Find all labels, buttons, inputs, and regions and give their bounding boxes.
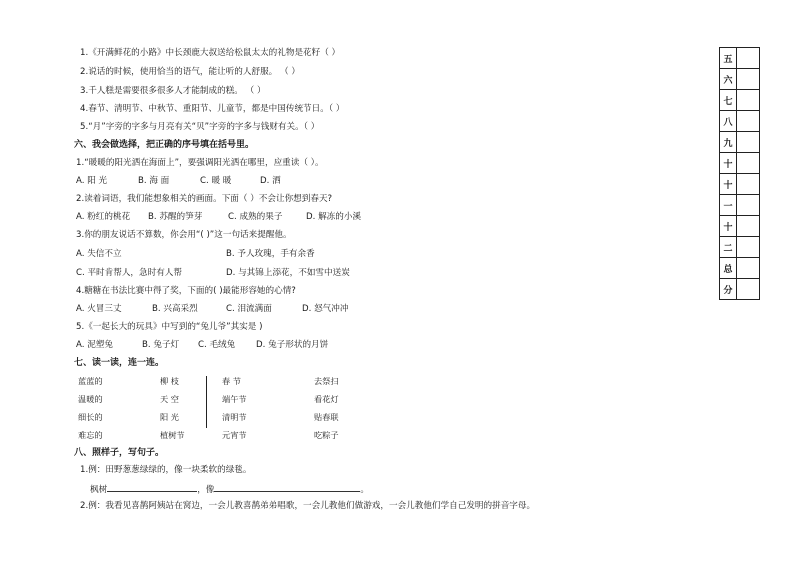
q2-options: [76, 212, 416, 223]
score-label-9: 九: [720, 132, 737, 153]
q1-option-b: B. 海 面: [138, 176, 170, 186]
match-col1-2: 温暖的: [78, 394, 103, 404]
match-col4-4: 吃粽子: [314, 430, 339, 440]
q1-options: [76, 176, 376, 187]
match-col1-1: 蓝蓝的: [78, 376, 103, 386]
q5-option-b: B. 兔子灯: [142, 340, 180, 350]
q3-option-c: C. 平时肯帮人，急时有人帮: [76, 268, 182, 278]
score-cell[interactable]: [737, 111, 760, 132]
match-col3-2: 端午节: [222, 394, 247, 404]
score-cell[interactable]: [737, 153, 760, 174]
tf-item-5: 5.“月”字旁的字多与月亮有关“贝”字旁的字多与钱财有关。（ ）: [80, 122, 320, 132]
score-cell[interactable]: [737, 195, 760, 216]
score-label-total-a: 总: [720, 258, 737, 279]
score-cell[interactable]: [737, 237, 760, 258]
q1-option-a: A. 阳 光: [76, 176, 108, 186]
score-label-11b: 一: [720, 195, 737, 216]
q2-text: 2.读着词语，我们能想象相关的画面。下面（ ）不会让你想到春天?: [76, 194, 333, 204]
q5-option-d: D. 兔子形状的月饼: [256, 340, 329, 350]
score-cell[interactable]: [737, 216, 760, 237]
q4-option-a: A. 火冒三丈: [76, 304, 122, 314]
score-cell[interactable]: [737, 258, 760, 279]
score-label-7: 七: [720, 90, 737, 111]
answer-1-blank-2[interactable]: [214, 483, 360, 492]
section-7-title: 七、读一读，连一连。: [74, 358, 165, 368]
answer-1-connector: ，像: [197, 485, 215, 495]
q2-option-c: C. 成熟的果子: [228, 212, 283, 222]
score-label-6: 六: [720, 69, 737, 90]
score-label-11a: 十: [720, 174, 737, 195]
section-6-title: 六、我会做选择，把正确的序号填在括号里。: [74, 140, 255, 150]
q3-option-d: D. 与其锦上添花，不如雪中送炭: [226, 268, 350, 278]
q3-options-row1: [76, 249, 416, 260]
match-col3-4: 元宵节: [222, 430, 247, 440]
q1-text: 1.“暖暖的阳光洒在海面上”，要强调阳光洒在哪里，应重读（ ）。: [76, 158, 324, 168]
q4-option-c: C. 泪流满面: [226, 304, 272, 314]
tf-item-4: 4.春节、清明节、中秋节、重阳节、儿童节，都是中国传统节日。（ ）: [80, 104, 345, 114]
score-label-12b: 二: [720, 237, 737, 258]
q4-option-b: B. 兴高采烈: [152, 304, 198, 314]
score-label-5: 五: [720, 48, 737, 69]
example-1: 1.例：田野葱葱绿绿的，像一块柔软的绿毯。: [80, 465, 252, 475]
section-8-title: 八、照样子，写句子。: [74, 448, 165, 458]
match-col2-4: 植树节: [160, 430, 185, 440]
score-label-8: 八: [720, 111, 737, 132]
q5-option-c: C. 毛绒兔: [198, 340, 236, 350]
q2-option-a: A. 粉红的桃花: [76, 212, 131, 222]
q4-option-d: D. 怒气冲冲: [302, 304, 349, 314]
score-cell[interactable]: [737, 90, 760, 111]
q1-option-c: C. 暖 暖: [200, 176, 232, 186]
score-label-10: 十: [720, 153, 737, 174]
score-cell[interactable]: [737, 279, 760, 300]
q2-option-b: B. 苏醒的笋芽: [148, 212, 203, 222]
tf-item-3: 3.千人糕是需要很多很多人才能制成的糕。 （ ）: [80, 86, 266, 96]
score-cell[interactable]: [737, 174, 760, 195]
match-col3-1: 春 节: [222, 376, 241, 386]
score-label-12a: 十: [720, 216, 737, 237]
match-col1-3: 细长的: [78, 412, 103, 422]
q3-option-b: B. 予人玫瑰，手有余香: [226, 249, 315, 259]
score-cell[interactable]: [737, 48, 760, 69]
q4-text: 4.糖糖在书法比赛中得了奖，下面的( )最能形容她的心情?: [76, 286, 296, 296]
match-col4-2: 看花灯: [314, 394, 339, 404]
q3-text: 3.你的朋友说话不算数，你会用“( )”这一句话来提醒他。: [76, 230, 292, 240]
example-2: 2.例：我看见喜鹊阿姨站在窝边，一会儿教喜鹊弟弟唱歌，一会儿教他们做游戏，一会儿教他们学自己发明的拼音字母。: [80, 501, 536, 511]
tf-item-2: 2.说话的时候，使用恰当的语气，能让听的人舒服。 （ ）: [80, 67, 300, 77]
match-col2-3: 阳 光: [160, 412, 179, 422]
q2-option-d: D. 解冻的小溪: [306, 212, 362, 222]
score-cell[interactable]: [737, 132, 760, 153]
match-divider: [206, 376, 207, 428]
match-col4-1: 去祭扫: [314, 376, 339, 386]
answer-1-subject: 枫树: [90, 485, 108, 495]
answer-1-period: 。: [360, 485, 370, 495]
q5-text: 5.《一起长大的玩具》中写到的“兔儿爷”其实是 ): [76, 322, 263, 332]
q5-option-a: A. 泥塑兔: [76, 340, 113, 350]
score-label-total-b: 分: [720, 279, 737, 300]
q4-options: [76, 304, 416, 315]
score-table: [719, 47, 760, 300]
q3-option-a: A. 失信不立: [76, 249, 122, 259]
match-col4-3: 贴春联: [314, 412, 339, 422]
answer-1-blank-1[interactable]: [107, 483, 197, 492]
match-col3-3: 清明节: [222, 412, 247, 422]
tf-item-1: 1.《开满鲜花的小路》中长颈鹿大叔送给松鼠太太的礼物是花籽（ ）: [80, 48, 341, 58]
q3-options-row2: [76, 268, 416, 279]
answer-line-1: [90, 483, 369, 496]
match-col2-2: 天 空: [160, 394, 179, 404]
q5-options: [76, 340, 416, 351]
q1-option-d: D. 洒: [260, 176, 281, 186]
match-col2-1: 柳 枝: [160, 376, 179, 386]
score-cell[interactable]: [737, 69, 760, 90]
match-col1-4: 难忘的: [78, 430, 103, 440]
